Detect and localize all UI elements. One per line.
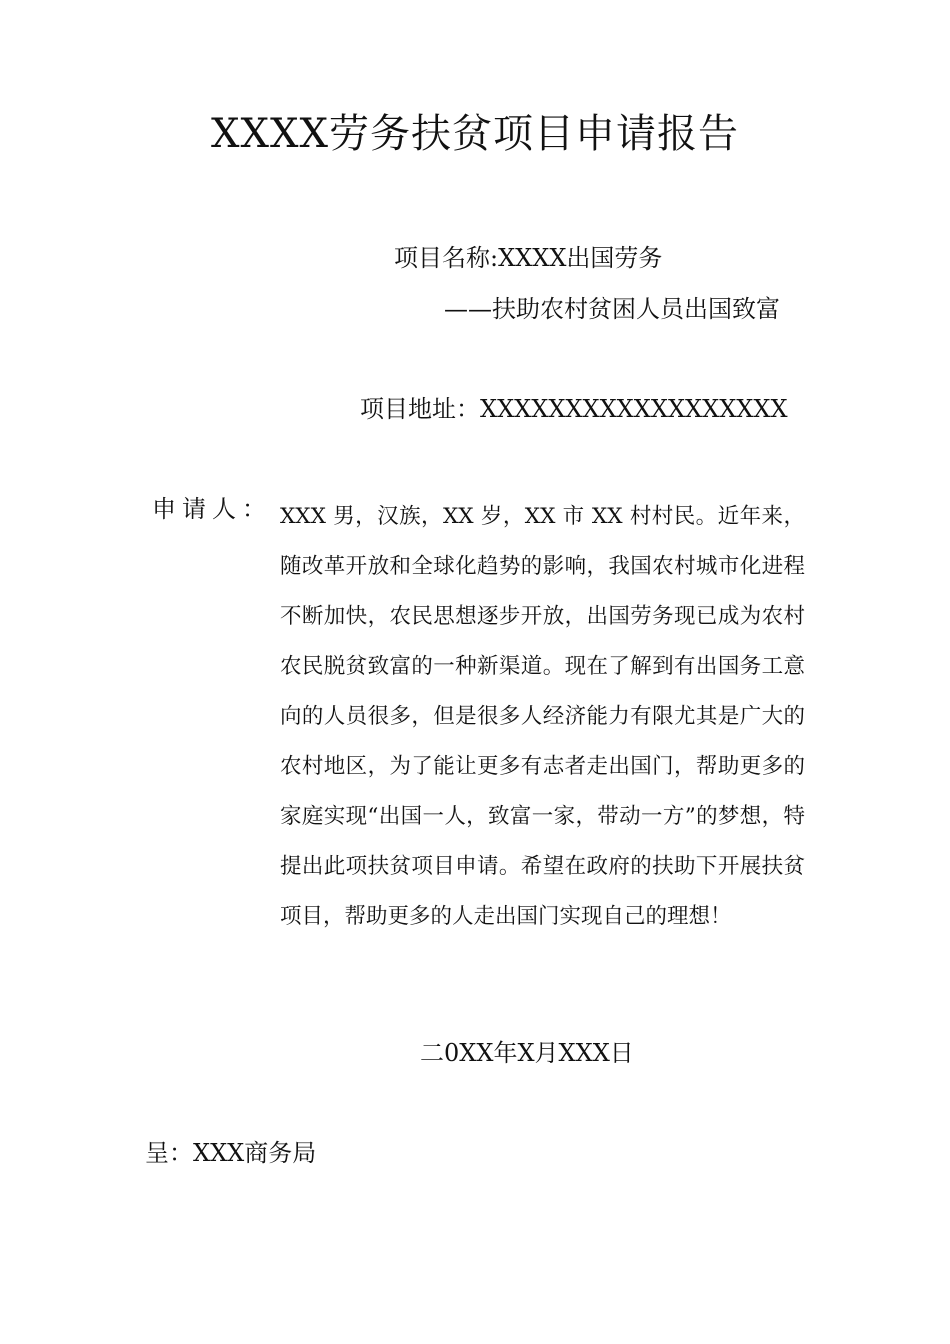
date-line: 二0XX年X月XXX日	[420, 1039, 634, 1067]
project-subtitle: ——扶助农村贫困人员出国致富	[444, 295, 780, 323]
project-name: 项目名称:XXXX出国劳务	[394, 244, 663, 272]
project-address: 项目地址：XXXXXXXXXXXXXXXXXX	[360, 395, 788, 423]
document-title: XXXX劳务扶贫项目申请报告	[211, 111, 739, 157]
recipient-line: 呈：XXX商务局	[145, 1139, 317, 1167]
applicant-body: XXX 男，汉族，XX 岁，XX 市 XX 村村民。近年来，随改革开放和全球化趋势的影响，我国农村城市化进程不断加快，农民思想逐步开放，出国劳务现已成为农村农民脱贫致富的一种新渠道。现在了解到有出国务工意向的人员很多，但是很多人经济能力有限尤其是广大的农村地区，为了能让更多有志者走出国门，帮助更多的家庭实现“出国一人，致富一家，带动一方”的梦想，特提出此项扶贫项目申请。希望在政府的扶助下开展扶贫项目，帮助更多的人走出国门实现自己的理想！	[280, 504, 805, 929]
applicant-label: 申请人：	[152, 495, 272, 523]
